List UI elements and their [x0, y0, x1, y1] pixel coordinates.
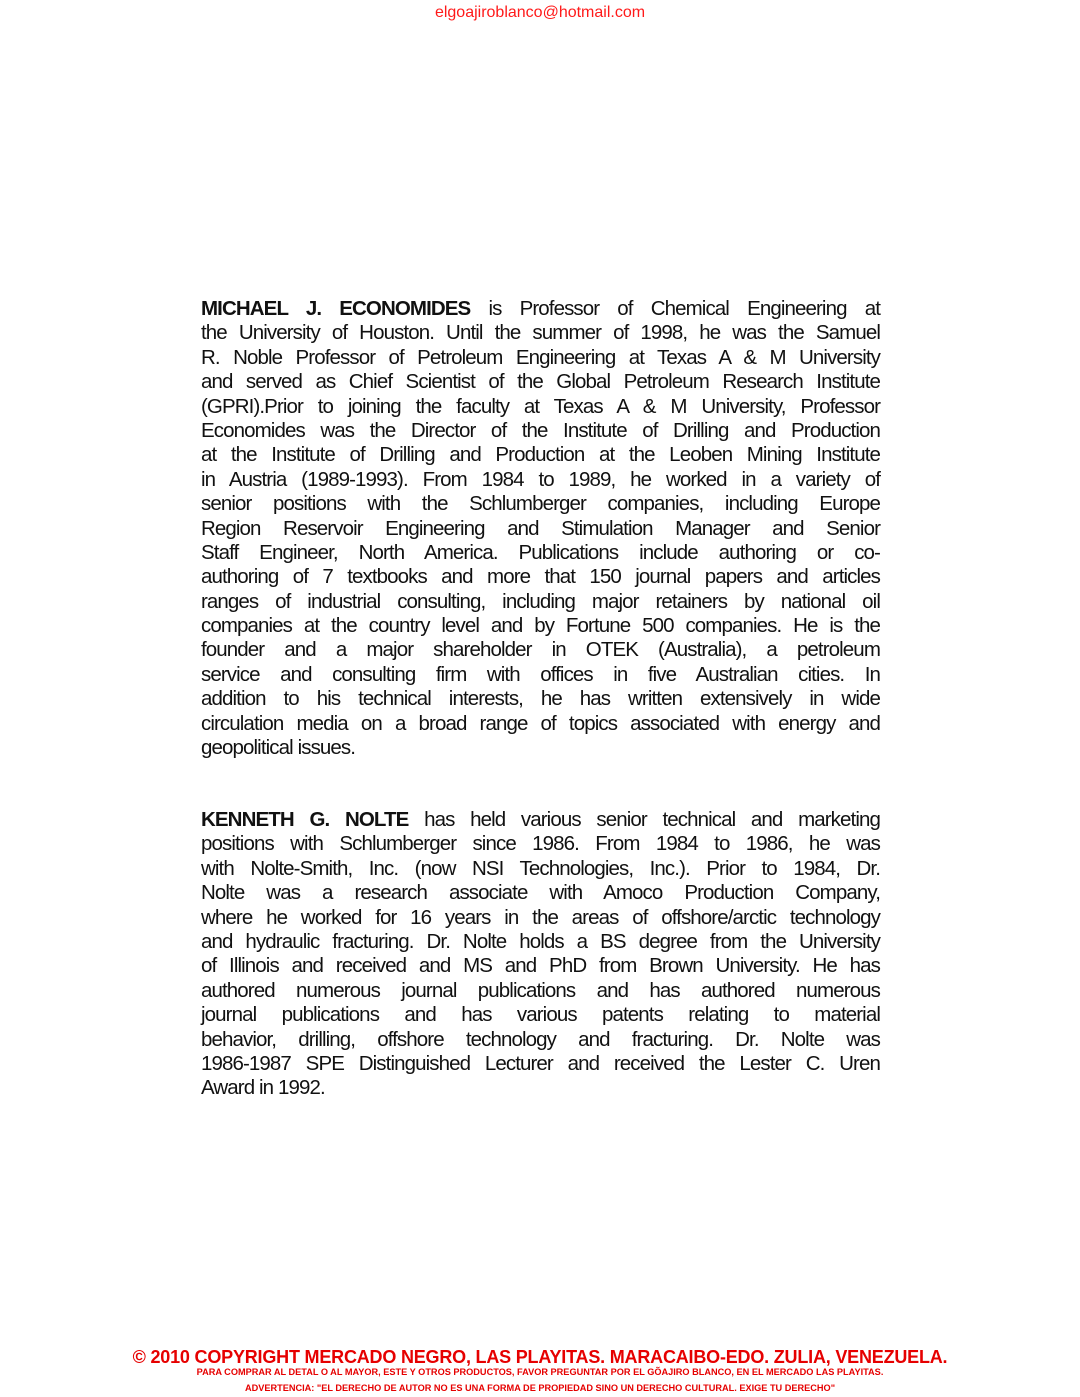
bio-line: at the Institute of Drilling and Production at the Leoben Mining Institute	[201, 443, 880, 467]
bio-line: of Illinois and received and MS and PhD from Brown University. He has	[201, 954, 880, 978]
footer-warning: ADVERTENCIA: "EL DERECHO DE AUTOR NO ES UNA FORMA DE PROPIEDAD SINO UN DERECHO CULTURAL. EXIGE TU DERECHO"	[244, 1383, 836, 1393]
bio-line: Economides was the Director of the Institute of Drilling and Production	[201, 418, 880, 442]
bio-line: ranges of industrial consulting, including major retainers by national oil	[201, 589, 880, 613]
bio-line: and hydraulic fracturing. Dr. Nolte holds a BS degree from the University	[201, 929, 880, 953]
bio-line: Staff Engineer, North America. Publications include authoring or co-	[201, 540, 880, 564]
bio-line: and served as Chief Scientist of the Global Petroleum Research Institute	[201, 370, 880, 394]
bio-line: 1986-1987 SPE Distinguished Lecturer and received the Lester C. Uren	[201, 1051, 880, 1075]
bio-line: companies at the country level and by Fortune 500 companies. He is the	[201, 614, 880, 638]
bio-text: is Professor of Chemical Engineering at	[470, 297, 880, 320]
bio-line: R. Noble Professor of Petroleum Engineering at Texas A & M University	[201, 345, 880, 369]
bio-line: geopolitical issues.	[201, 736, 356, 760]
bio-line: Nolte was a research associate with Amoco Production Company,	[201, 881, 880, 905]
bio-line: service and consulting firm with offices in five Australian cities. In	[201, 662, 880, 686]
header-email: elgoajiroblanco@hotmail.com	[434, 4, 646, 21]
author-name: MICHAEL J. ECONOMIDES	[201, 297, 471, 320]
bio-line: authored numerous journal publications and has authored numerous	[201, 978, 880, 1002]
bio-line: with Nolte-Smith, Inc. (now NSI Technologies, Inc.). Prior to 1984, Dr.	[201, 856, 880, 880]
footer-purchase-note: PARA COMPRAR AL DETAL O AL MAYOR, ESTE Y OTROS PRODUCTOS, FAVOR PREGUNTAR POR EL GÕAJIRO BLANCO, EN EL MERCADO LAS PLAYITAS.	[196, 1367, 884, 1377]
bio-line: circulation media on a broad range of topics associated with energy and	[201, 711, 880, 735]
bio-line: Award in 1992.	[201, 1076, 325, 1100]
bio-line	[201, 808, 880, 832]
bio-line: positions with Schlumberger since 1986. From 1984 to 1986, he was	[201, 832, 880, 856]
bio-line: founder and a major shareholder in OTEK (Australia), a petroleum	[201, 638, 880, 662]
bio-economides	[201, 297, 880, 760]
bio-line: the University of Houston. Until the summer of 1998, he was the Samuel	[201, 321, 880, 345]
bio-line: behavior, drilling, offshore technology and fracturing. Dr. Nolte was	[201, 1027, 880, 1051]
bio-line: in Austria (1989-1993). From 1984 to 1989, he worked in a variety of	[201, 467, 880, 491]
bio-line	[201, 297, 880, 321]
bio-line: where he worked for 16 years in the areas of offshore/arctic technology	[201, 905, 880, 929]
author-name: KENNETH G. NOLTE	[201, 808, 409, 831]
bio-line: journal publications and has various patents relating to material	[201, 1003, 880, 1027]
bio-line: senior positions with the Schlumberger companies, including Europe	[201, 492, 880, 516]
bio-line: Region Reservoir Engineering and Stimulation Manager and Senior	[201, 516, 880, 540]
bio-line: authoring of 7 textbooks and more that 150 journal papers and articles	[201, 565, 880, 589]
footer-copyright: © 2010 COPYRIGHT MERCADO NEGRO, LAS PLAYITAS. MARACAIBO-EDO. ZULIA, VENEZUELA.	[132, 1347, 948, 1367]
bio-nolte	[201, 808, 880, 1101]
bio-line: (GPRI).Prior to joining the faculty at Texas A & M University, Professor	[201, 394, 880, 418]
bio-text: has held various senior technical and marketing	[408, 808, 880, 831]
bio-line: addition to his technical interests, he has written extensively in wide	[201, 687, 880, 711]
